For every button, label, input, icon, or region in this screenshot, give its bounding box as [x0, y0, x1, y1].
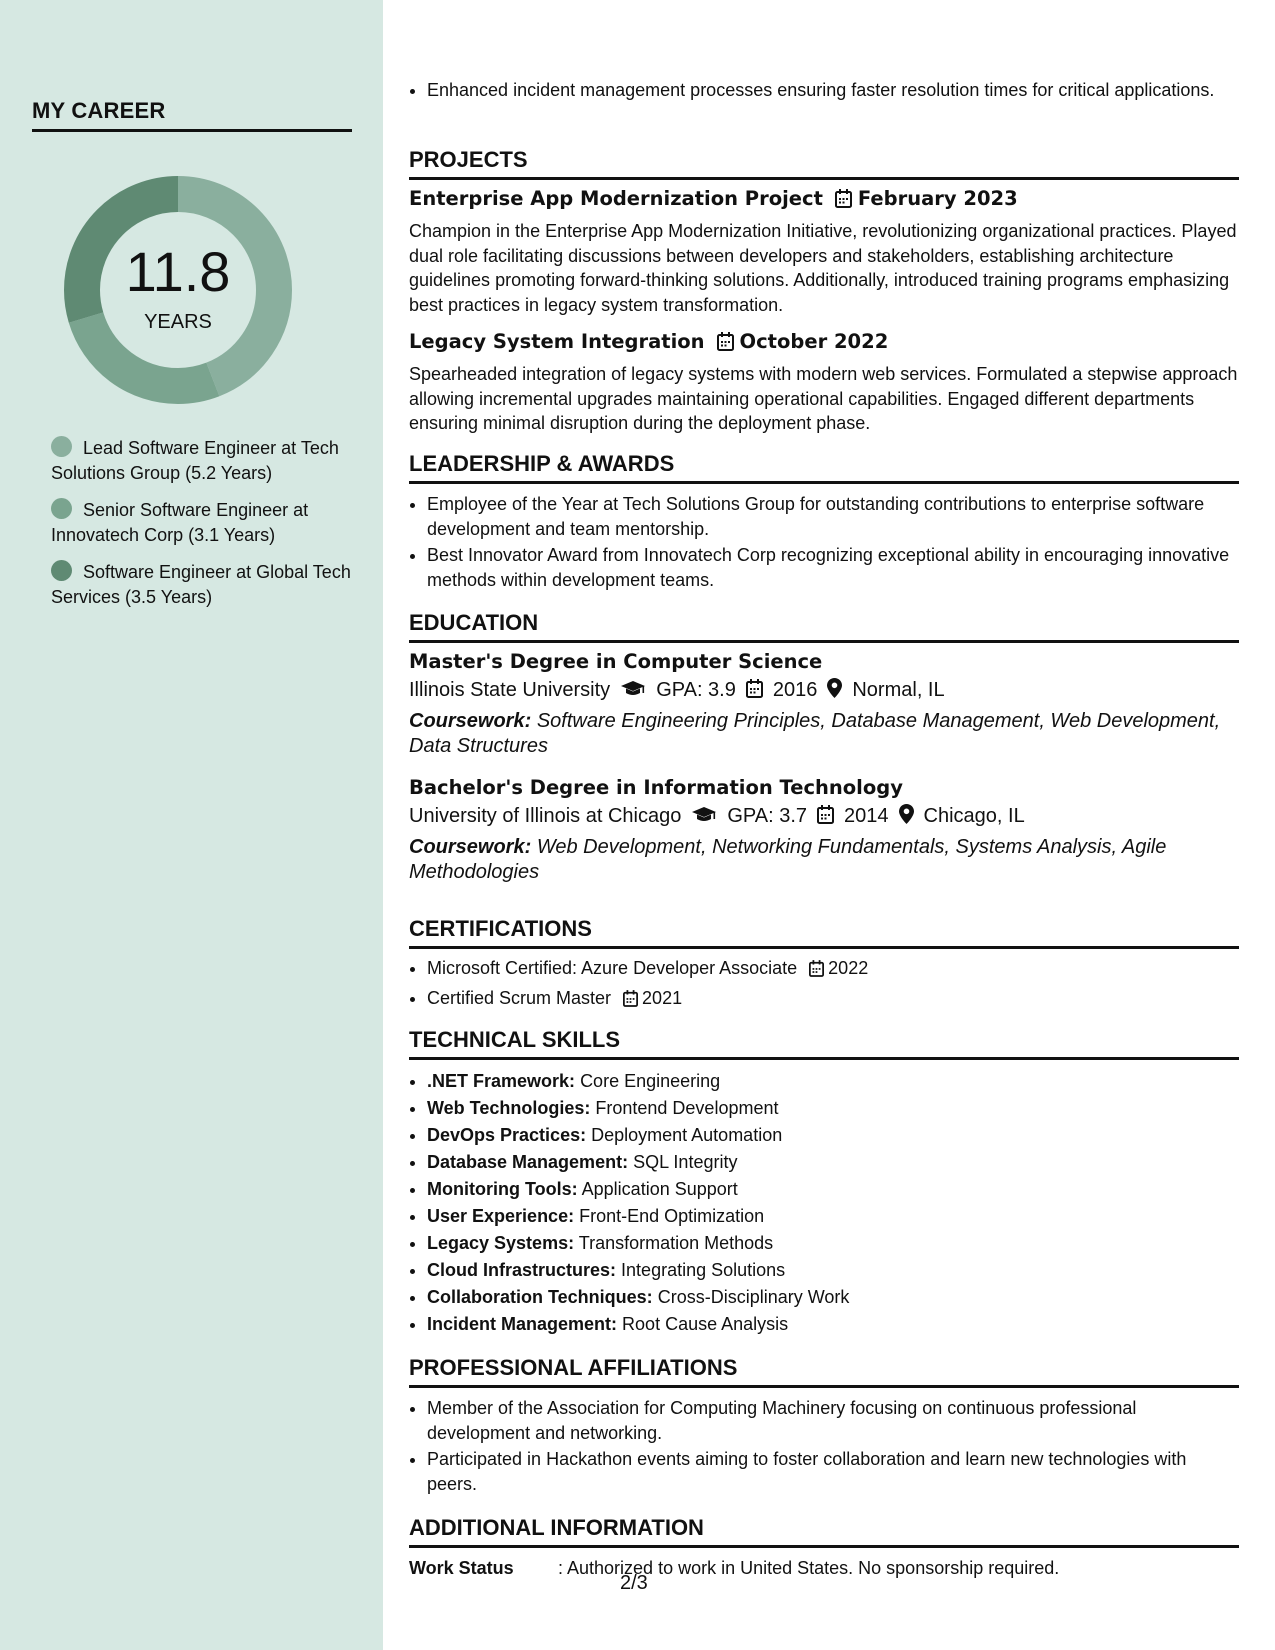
degree-name: Bachelor's Degree in Information Technology: [409, 776, 903, 799]
skill-item: [427, 1122, 1239, 1149]
school-name: Illinois State University: [409, 679, 611, 701]
coursework: [409, 835, 1239, 885]
calendar-icon: [835, 189, 852, 215]
project-description: Spearheaded integration of legacy systems with modern web services. Formulated a stepwise approach allowing incremental upgrades maintaining operational capabilities. Engaged different departments ensuring minimal disruption during the deployment phase.: [409, 364, 1238, 433]
skill-item: [427, 1068, 1239, 1095]
certification-year: 2021: [642, 988, 683, 1008]
coursework-label: Coursework:: [409, 836, 532, 858]
leadership-section: [409, 449, 1239, 592]
calendar-icon: [817, 803, 834, 833]
section-rule: [409, 1385, 1239, 1388]
calendar-icon: [717, 332, 734, 358]
graduation-year: 2014: [844, 805, 889, 827]
location-pin-icon: [827, 677, 842, 707]
education-section: [409, 608, 1239, 885]
skill-name: Legacy Systems:: [427, 1233, 575, 1253]
skill-name: Collaboration Techniques:: [427, 1287, 653, 1307]
project-title: [409, 186, 1239, 215]
affiliations-section: [409, 1353, 1239, 1496]
calendar-icon: [809, 958, 824, 985]
education-meta: [409, 675, 1239, 707]
project-title: [409, 329, 1239, 358]
skill-item: [427, 1095, 1239, 1122]
skill-detail: Integrating Solutions: [621, 1260, 786, 1280]
section-rule: [409, 481, 1239, 484]
school-name: University of Illinois at Chicago: [409, 805, 682, 827]
coursework-label: Coursework:: [409, 710, 532, 732]
project-name: Enterprise App Modernization Project: [409, 187, 823, 210]
skill-item: [427, 1149, 1239, 1176]
project-item: [409, 186, 1239, 317]
page-number: 2/3: [620, 1572, 648, 1594]
skill-name: Web Technologies:: [427, 1098, 591, 1118]
skill-detail: Cross-Disciplinary Work: [657, 1287, 850, 1307]
skill-detail: Frontend Development: [595, 1098, 779, 1118]
project-item: [409, 329, 1239, 436]
certification-item: [427, 985, 1239, 1015]
skill-item: [427, 1284, 1239, 1311]
award-item: • Best Innovator Award from Innovatech Corp recognizing exceptional ability in encouraging innovative methods within development teams.: [427, 543, 1239, 592]
section-rule: [409, 1545, 1239, 1548]
skill-name: Incident Management:: [427, 1314, 618, 1334]
graduation-cap-icon: [691, 803, 717, 833]
skill-detail: Transformation Methods: [578, 1233, 774, 1253]
work-status-value: : Authorized to work in United States. No sponsorship required.: [558, 1558, 1060, 1578]
career-legend: [51, 436, 351, 622]
skill-item: [427, 1311, 1239, 1338]
total-years-value: 11.8: [125, 240, 231, 303]
section-rule: [409, 640, 1239, 643]
project-date: October 2022: [739, 330, 889, 353]
project-name: Legacy System Integration: [409, 330, 705, 353]
skill-name: Database Management:: [427, 1152, 629, 1172]
experience-continued: [409, 78, 1239, 103]
award-item: • Employee of the Year at Tech Solutions Group for outstanding contributions to enterprise software development and team mentorship.: [427, 492, 1239, 541]
certification-name: Microsoft Certified: Azure Developer Associate: [427, 958, 798, 978]
skill-item: [427, 1230, 1239, 1257]
career-legend-text: Lead Software Engineer at Tech Solutions Group (5.2 Years): [51, 438, 339, 483]
skill-detail: Deployment Automation: [591, 1125, 783, 1145]
career-legend-item: [51, 436, 351, 486]
sidebar: [0, 0, 383, 1650]
experience-bullet: • Enhanced incident management processes ensuring faster resolution times for critical applications.: [427, 78, 1239, 103]
skill-name: User Experience:: [427, 1206, 575, 1226]
certification-year: 2022: [828, 958, 869, 978]
section-title-projects: PROJECTS: [409, 147, 528, 172]
sidebar-title: MY CAREER: [32, 98, 166, 123]
career-legend-item: [51, 498, 351, 548]
skill-detail: Front-End Optimization: [579, 1206, 765, 1226]
skill-detail: Application Support: [581, 1179, 738, 1199]
graduation-year: 2016: [772, 679, 818, 701]
section-rule: [409, 946, 1239, 949]
education-item: [409, 775, 1239, 885]
section-title-skills: TECHNICAL SKILLS: [409, 1027, 621, 1052]
coursework-list: Software Engineering Principles, Database Management, Web Development, Data Structures: [409, 710, 1221, 757]
certification-name: Certified Scrum Master: [427, 988, 612, 1008]
section-title-additional: ADDITIONAL INFORMATION: [409, 1515, 704, 1540]
education-meta: [409, 801, 1239, 833]
school-location: Normal, IL: [852, 679, 945, 701]
coursework-list: Web Development, Networking Fundamentals, Systems Analysis, Agile Methodologies: [409, 836, 1167, 883]
section-rule: [409, 1057, 1239, 1060]
gpa: GPA: 3.7: [727, 805, 808, 827]
career-legend-text: Software Engineer at Global Tech Services (3.5 Years): [51, 562, 351, 607]
sidebar-title-rule: [32, 129, 352, 132]
skill-detail: Root Cause Analysis: [622, 1314, 789, 1334]
section-title-certifications: CERTIFICATIONS: [409, 916, 592, 941]
certifications-section: [409, 914, 1239, 1015]
location-pin-icon: [899, 803, 914, 833]
additional-section: [409, 1513, 1239, 1580]
work-status-label: Work Status: [409, 1558, 514, 1578]
career-legend-text: Senior Software Engineer at Innovatech Corp (3.1 Years): [51, 500, 309, 545]
projects-section: [409, 145, 1239, 436]
skill-item: [427, 1176, 1239, 1203]
skills-section: [409, 1025, 1239, 1338]
legend-dot-icon: [51, 498, 72, 519]
affiliation-item: • Member of the Association for Computing Machinery focusing on continuous professional development and networking.: [427, 1396, 1239, 1445]
skill-name: .NET Framework:: [427, 1071, 576, 1091]
school-location: Chicago, IL: [923, 805, 1025, 827]
graduation-cap-icon: [620, 677, 646, 707]
legend-dot-icon: [51, 560, 72, 581]
work-status-row: [409, 1556, 1239, 1580]
certification-item: [427, 955, 1239, 985]
education-item: [409, 649, 1239, 759]
project-description: Champion in the Enterprise App Modernization Initiative, revolutionizing organizational practices. Played dual role facilitating discussions between developers and stakeholders, establishing architecture guidelines promoting forward-thinking solutions. Additionally, introduced training programs emphasizing best practices in legacy system transformation.: [409, 221, 1237, 315]
coursework: [409, 709, 1239, 759]
section-title-affiliations: PROFESSIONAL AFFILIATIONS: [409, 1355, 738, 1380]
career-legend-item: [51, 560, 351, 610]
skill-name: DevOps Practices:: [427, 1125, 587, 1145]
affiliation-item: • Participated in Hackathon events aiming to foster collaboration and learn new technologies with peers.: [427, 1447, 1239, 1496]
section-title-leadership: LEADERSHIP & AWARDS: [409, 451, 675, 476]
total-years-label: YEARS: [144, 311, 212, 333]
calendar-icon: [746, 677, 763, 707]
skill-item: [427, 1257, 1239, 1284]
calendar-icon: [623, 988, 638, 1015]
skill-detail: SQL Integrity: [633, 1152, 738, 1172]
section-rule: [409, 177, 1239, 180]
skill-item: [427, 1203, 1239, 1230]
skill-name: Monitoring Tools:: [427, 1179, 578, 1199]
project-date: February 2023: [857, 187, 1018, 210]
section-title-education: EDUCATION: [409, 610, 539, 635]
degree-name: Master's Degree in Computer Science: [409, 650, 823, 673]
skill-detail: Core Engineering: [580, 1071, 721, 1091]
gpa: GPA: 3.9: [656, 679, 736, 701]
legend-dot-icon: [51, 436, 72, 457]
skill-name: Cloud Infrastructures:: [427, 1260, 617, 1280]
